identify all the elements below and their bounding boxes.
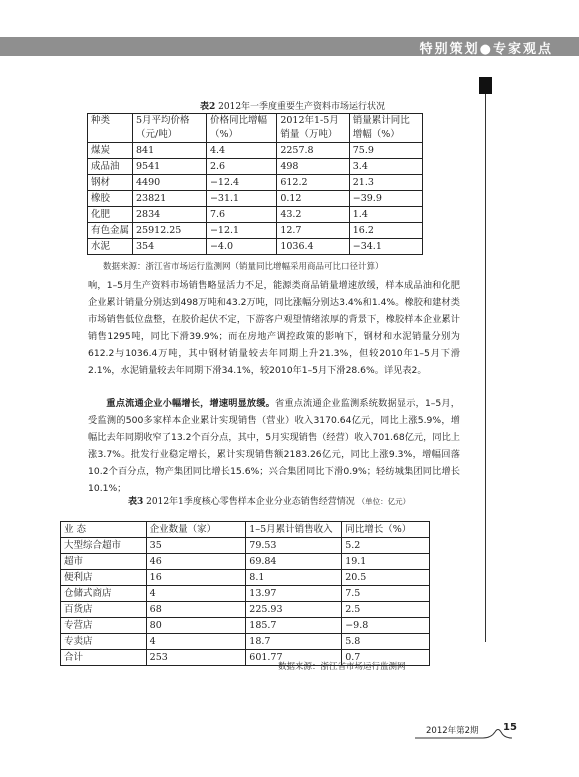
section-header-bar: [0, 37, 579, 56]
table2-cell: 水泥: [88, 239, 133, 255]
table2-cell: 有色金属: [88, 223, 133, 239]
table2-cell: 21.3: [349, 175, 422, 191]
table2-cell: 12.7: [277, 223, 349, 239]
table3-cell: 80: [146, 618, 246, 634]
table2-cell: 2257.8: [277, 143, 349, 159]
table-row: [61, 586, 430, 602]
table3-cell: 大型综合超市: [61, 538, 147, 554]
paragraph-body-text: 省重点流通企业监测系统数据显示，1–5月，受监测的500多家样本企业累计实现销售（营业）收入3170.64亿元，同比上涨5.9%，增幅比去年同期收窄了13.2个百分点，其中，5月实现销售（经营）收入701.68亿元，同比上涨3.7%。批发行业稳定增长，累计实现销售额2183.26亿元，同比上涨9.3%，增幅回落10.2个百分点，物产集团同比增长15.6%；兴合集团同比下滑0.9%；轻纺城集团同比增长10.1%；: [88, 398, 460, 494]
table2-header-cell-text: 价格同比增幅（%）: [209, 115, 267, 140]
table3-cell: 百货店: [61, 602, 147, 618]
table2-cell: 75.9: [349, 143, 422, 159]
table2-caption-text: 2012年一季度重要生产资料市场运行状况: [218, 102, 386, 112]
table2: [87, 113, 423, 255]
table2-cell: 成品油: [88, 159, 133, 175]
table2-header-cell: [277, 114, 349, 143]
table2-cell: 16.2: [349, 223, 422, 239]
body-paragraph-1: 响，1–5月生产资料市场销售略显活力不足，能源类商品销量增速放缓，样本成品油和化肥企业累计销量分别达到498万吨和43.2万吨，同比涨幅分别达3.4%和1.4%。橡胶和建材类市场销售低位盘整，在胶价起伏不定，下游客户观望情绪浓厚的背景下，橡胶样本企业累计销售1295吨，同比下滑39.9%；而在房地产调控政策的影响下，钢材和水泥销量分别为612.2与1036.4万吨，其中钢材销量较去年同期上升21.3%，但较2010年1–5月下滑2.1%，水泥销量较去年同期下滑34.1%，较2010年1–5月下滑28.6%。详见表2。: [88, 280, 460, 376]
table3-header-cell: 企业数量（家）: [146, 522, 246, 538]
table2-cell: −31.1: [206, 191, 276, 207]
page-number: 15: [503, 722, 517, 733]
table3-cell: 8.1: [246, 570, 342, 586]
table2-cell: 3.4: [349, 159, 422, 175]
table-row: [61, 602, 430, 618]
table2-header-cell-text: 5月平均价格（元/吨）: [136, 115, 190, 140]
table2-caption-label: 表2: [200, 102, 216, 112]
table3-cell: 7.5: [342, 586, 430, 602]
table2-cell: 43.2: [277, 207, 349, 223]
table2-header-cell: [349, 114, 422, 143]
table-row: [88, 159, 423, 175]
table2-cell: 1.4: [349, 207, 422, 223]
page-footer: [0, 718, 579, 748]
table2-cell: 0.12: [277, 191, 349, 207]
table3-source: 数据来源：浙江省市场运行监测网: [278, 662, 406, 672]
table2-cell: 7.6: [206, 207, 276, 223]
table3-cell: 便利店: [61, 570, 147, 586]
table2-cell: 煤炭: [88, 143, 133, 159]
paragraph-lead-heading: 重点流通企业小幅增长，增速明显放缓。: [106, 398, 276, 409]
table2-cell: 4490: [133, 175, 207, 191]
table-row: [61, 554, 430, 570]
table3-cell: 16: [146, 570, 246, 586]
table3-cell: 5.2: [342, 538, 430, 554]
table3-cell: 合计: [61, 650, 147, 666]
table2-cell: 4.4: [206, 143, 276, 159]
table2-header-cell-text: 销量累计同比增幅（%）: [352, 115, 410, 140]
table3-cell: 46: [146, 554, 246, 570]
table3-cell: 4: [146, 586, 246, 602]
table3-caption: [128, 494, 410, 507]
table2-cell: 498: [277, 159, 349, 175]
table2-cell: 354: [133, 239, 207, 255]
table-row: [61, 618, 430, 634]
table-row: [61, 570, 430, 586]
table3-cell: 69.84: [246, 554, 342, 570]
table2-cell: −39.9: [349, 191, 422, 207]
table2-cell: 23821: [133, 191, 207, 207]
table3-cell: 4: [146, 634, 246, 650]
table2-cell: 9541: [133, 159, 207, 175]
table2-cell: 841: [133, 143, 207, 159]
table2-cell: −4.0: [206, 239, 276, 255]
issue-label: 2012年第2期: [426, 726, 479, 736]
table2-cell: 橡胶: [88, 191, 133, 207]
table3-cell: 19.1: [342, 554, 430, 570]
table3-header-row: [61, 522, 430, 538]
table3-cell: 0.7: [342, 650, 430, 666]
table-row: [61, 538, 430, 554]
table3-cell: 专卖店: [61, 634, 147, 650]
table2-header-cell: 种类: [88, 114, 133, 143]
table3-cell: 35: [146, 538, 246, 554]
table-row: [88, 175, 423, 191]
table3-caption-label: 表3: [128, 497, 144, 507]
table3-cell: 601.77: [246, 650, 342, 666]
table3-cell: 185.7: [246, 618, 342, 634]
table3-header-cell: 同比增长（%）: [342, 522, 430, 538]
table2-header-cell-text: 2012年1-5月销量（万吨）: [280, 115, 339, 140]
table2-cell: −34.1: [349, 239, 422, 255]
table3-cell: 13.97: [246, 586, 342, 602]
table3-cell: 225.93: [246, 602, 342, 618]
table3: [60, 521, 430, 666]
table3-cell: 253: [146, 650, 246, 666]
table3-cell: 5.8: [342, 634, 430, 650]
table2-header-cell: [206, 114, 276, 143]
table2-cell: 612.2: [277, 175, 349, 191]
table3-cell: 68: [146, 602, 246, 618]
table-row: [88, 223, 423, 239]
table3-caption-unit: （单位：亿元）: [357, 497, 411, 506]
body-paragraph-2: [88, 395, 460, 497]
table2-cell: −12.1: [206, 223, 276, 239]
table3-cell: 18.7: [246, 634, 342, 650]
table2-cell: 1036.4: [277, 239, 349, 255]
table-row: [88, 239, 423, 255]
table3-cell: 专营店: [61, 618, 147, 634]
table-row: [61, 634, 430, 650]
section-title: 特别策划●专家观点: [419, 42, 553, 57]
table3-cell: 仓储式商店: [61, 586, 147, 602]
table-row: [88, 191, 423, 207]
table2-header-cell: [133, 114, 207, 143]
margin-marker-block: [479, 77, 492, 94]
table2-cell: 2.6: [206, 159, 276, 175]
table2-cell: −12.4: [206, 175, 276, 191]
table2-cell: 2834: [133, 207, 207, 223]
table-row: [88, 143, 423, 159]
table3-header-cell: 业 态: [61, 522, 147, 538]
table2-cell: 25912.25: [133, 223, 207, 239]
table3-caption-text: 2012年1季度核心零售样本企业分业态销售经营情况: [146, 497, 355, 507]
table3-cell: 超市: [61, 554, 147, 570]
table3-cell: 20.5: [342, 570, 430, 586]
table3-cell: −9.8: [342, 618, 430, 634]
table3-cell: 79.53: [246, 538, 342, 554]
table2-source: 数据来源：浙江省市场运行监测网（销量同比增幅采用商品可比口径计算）: [103, 262, 384, 272]
table-row: [88, 207, 423, 223]
table3-cell: 2.5: [342, 602, 430, 618]
table2-caption: [200, 99, 385, 112]
table2-header-row: [88, 114, 423, 143]
margin-marker-line: [485, 94, 486, 642]
table3-header-cell: 1–5月累计销售收入: [246, 522, 342, 538]
table2-cell: 化肥: [88, 207, 133, 223]
table2-cell: 钢材: [88, 175, 133, 191]
